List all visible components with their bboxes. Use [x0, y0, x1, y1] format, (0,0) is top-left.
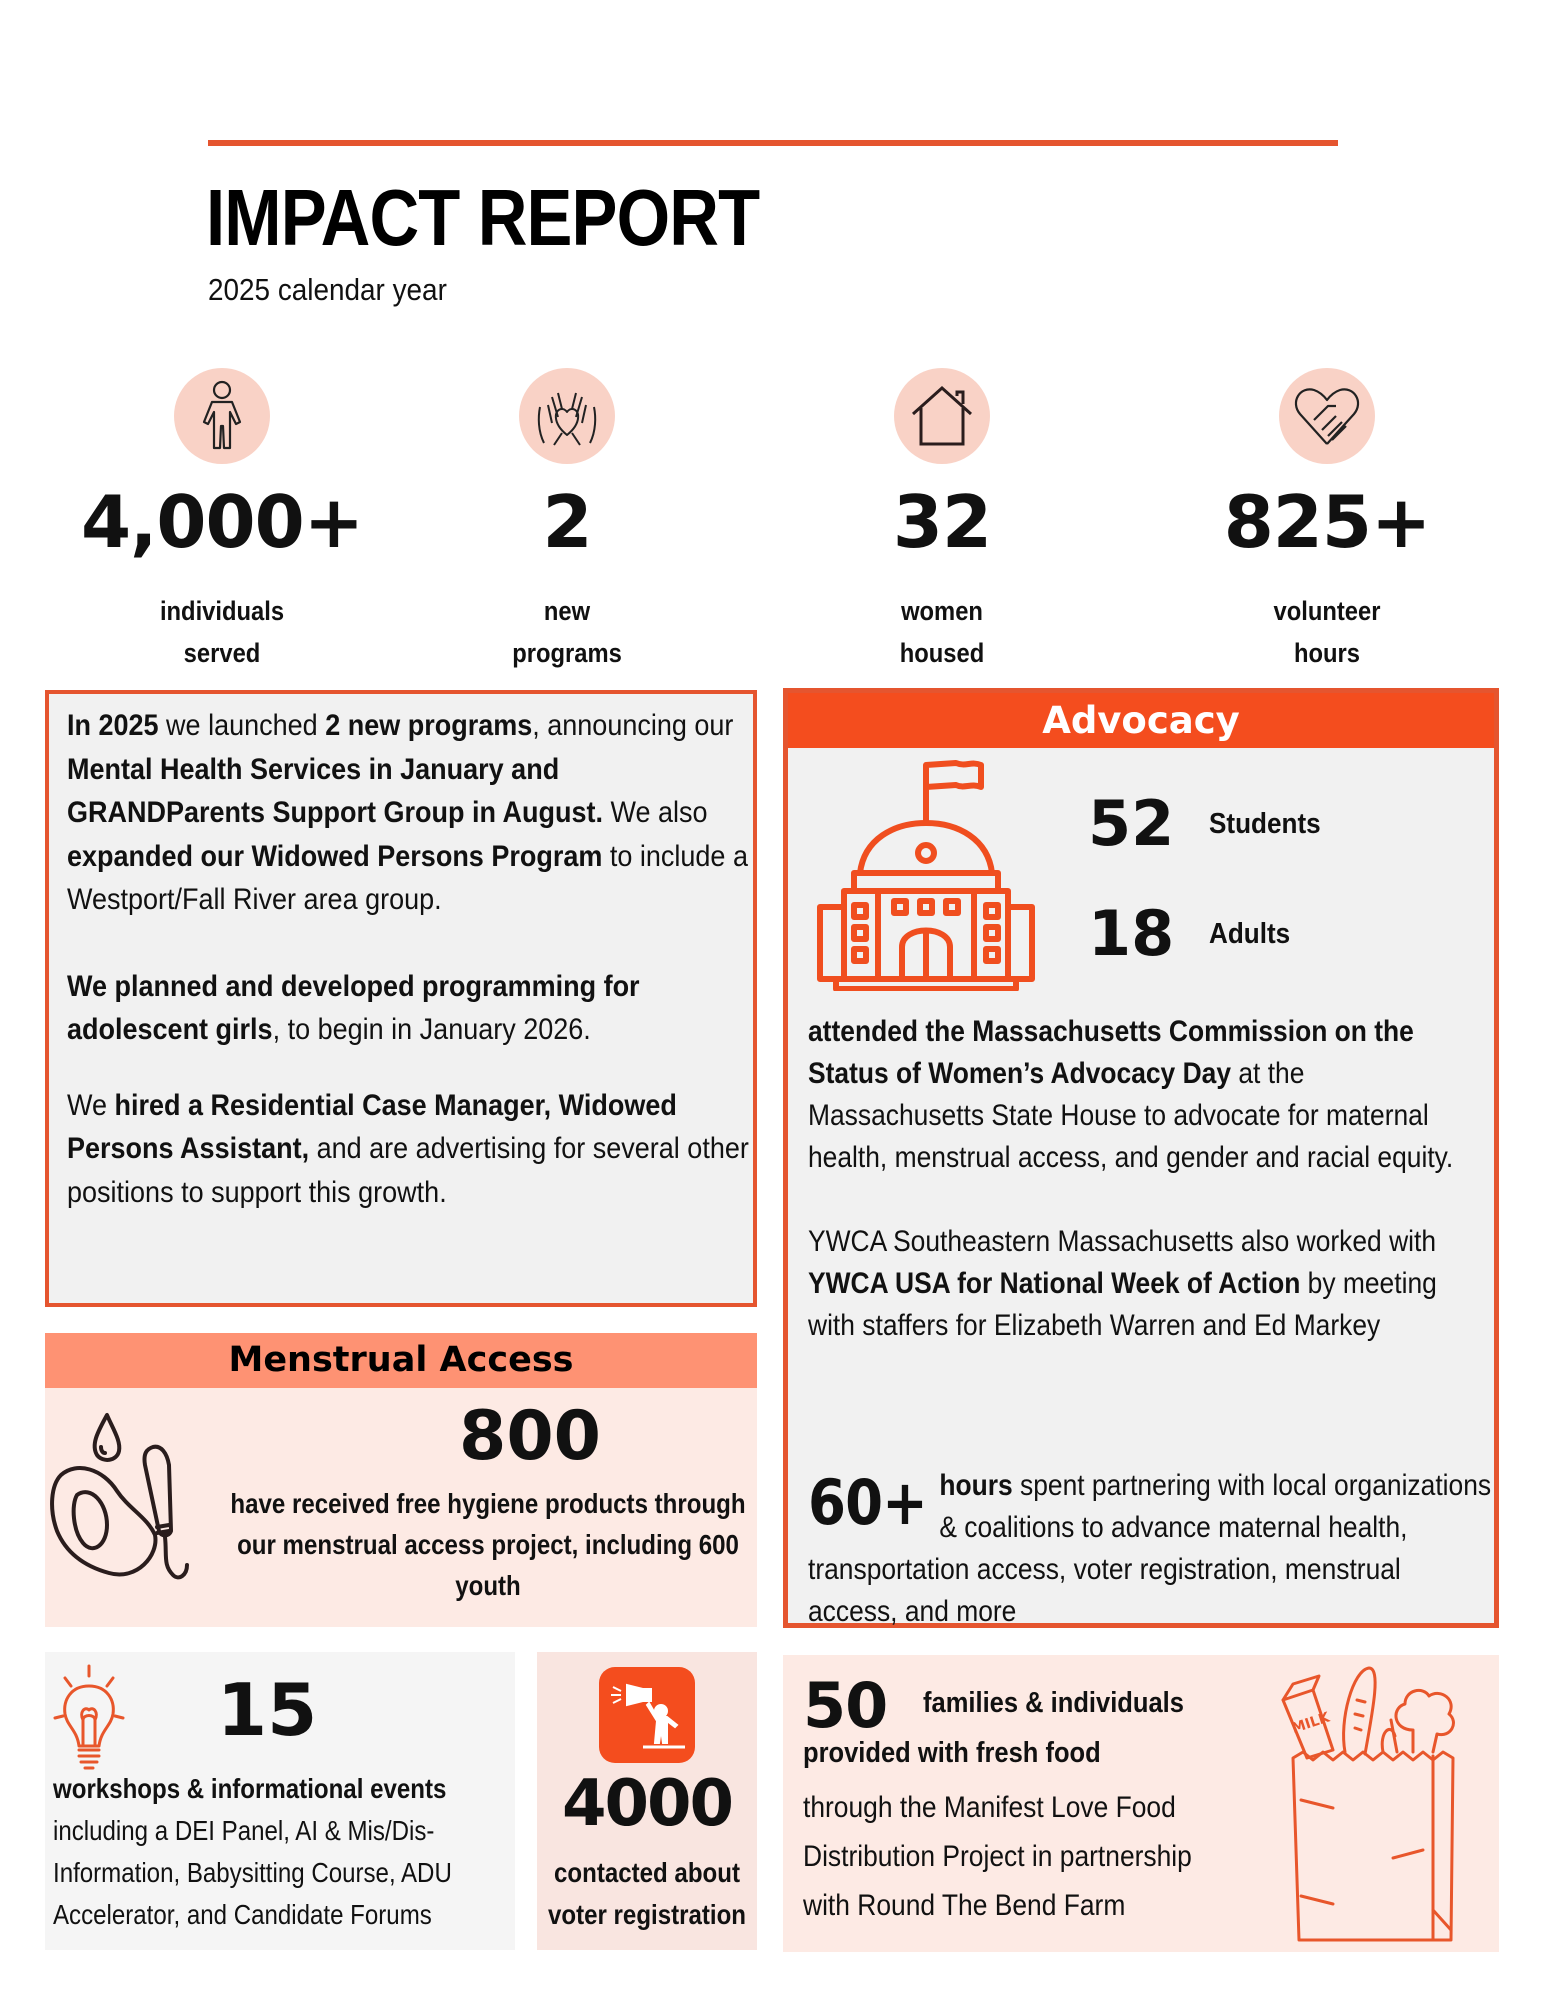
- programs-paragraph-3: [67, 1084, 751, 1215]
- students-label: Students: [1209, 807, 1321, 840]
- advocacy-text: [808, 1011, 1477, 1389]
- hours-value: 60+: [808, 1466, 928, 1539]
- adults-count: 18: [1088, 897, 1175, 970]
- workshops-bold: workshops & informational events: [53, 1773, 447, 1804]
- workshops-description: [53, 1768, 517, 1936]
- stat-label: housed: [899, 638, 985, 668]
- stat-value: 4,000+: [80, 480, 364, 564]
- menstrual-description: have received free hygiene products through our menstrual access project, including 600 youth: [230, 1488, 746, 1601]
- menstrual-count: 800: [459, 1397, 601, 1476]
- advocacy-paragraph-1: [808, 1011, 1477, 1179]
- stat-value: 2: [542, 480, 592, 564]
- text-run: at the Massachusetts State House to advocate for maternal health, menstrual access, and gender and racial equity.: [808, 1057, 1454, 1174]
- bold-run: YWCA USA for National Week of Action: [808, 1267, 1301, 1300]
- hours-description: spent partnering with local organizations & coalitions to advance maternal health, transportation access, voter registration, menstrual access, and more: [808, 1469, 1492, 1628]
- stat-volunteer-hours: [1157, 368, 1497, 674]
- voter-description: contacted about voter registration: [547, 1857, 747, 1930]
- food-headline-1: families & individuals: [923, 1687, 1184, 1719]
- advocacy-section: [783, 688, 1499, 1628]
- grocery-bag-icon: [1273, 1660, 1473, 1955]
- bold-run: We planned and developed programming for adolescent girls: [67, 969, 640, 1046]
- menstrual-access-section: [45, 1333, 757, 1627]
- text-run: we launched: [158, 709, 326, 742]
- hours-bold: hours: [939, 1469, 1013, 1502]
- text-run: by meeting with staffers for Elizabeth Warren and Ed Markey: [808, 1267, 1437, 1342]
- stat-new-programs: [397, 368, 737, 674]
- text-run: , announcing our: [532, 709, 734, 742]
- stat-women-housed: [772, 368, 1112, 674]
- menstrual-products-icon: [47, 1405, 247, 1610]
- hands-heart-icon: [519, 368, 615, 464]
- top-divider: [208, 140, 1338, 146]
- students-count: 52: [1088, 787, 1175, 860]
- lightbulb-icon: [53, 1664, 125, 1779]
- programs-paragraph-1: [67, 704, 751, 922]
- text-run: to include a Westport/Fall River area group.: [67, 839, 748, 916]
- stat-individuals-served: [52, 368, 392, 674]
- bold-run: attended the Massachusetts Commission on the Status of Women’s Advocacy Day: [808, 1015, 1414, 1090]
- food-headline-2: provided with fresh food: [803, 1737, 1101, 1769]
- page-title: IMPACT REPORT: [206, 173, 760, 262]
- stat-label: programs: [512, 638, 622, 668]
- voter-registration-section: [537, 1652, 757, 1950]
- text-run: We: [67, 1088, 115, 1122]
- food-description: through the Manifest Love Food Distribution Project in partnership with Round The Bend Farm: [803, 1791, 1192, 1922]
- svg-text:MILK: MILK: [1289, 1709, 1332, 1737]
- workshops-count: 15: [217, 1668, 318, 1752]
- advocacy-paragraph-2: [808, 1221, 1477, 1347]
- stat-value: 32: [892, 480, 992, 564]
- house-icon: [894, 368, 990, 464]
- advocacy-students-row: [1088, 787, 1333, 860]
- text-run: YWCA Southeastern Massachusetts also worked with: [808, 1225, 1437, 1258]
- person-icon: [174, 368, 270, 464]
- food-count: 50: [803, 1669, 888, 1742]
- bold-run: In 2025: [67, 709, 159, 742]
- advocacy-heading: Advocacy: [788, 693, 1494, 748]
- stat-label: hours: [1293, 638, 1360, 668]
- programs-paragraph-2: [67, 965, 751, 1052]
- stat-label: volunteer: [1273, 596, 1381, 626]
- page-subtitle: 2025 calendar year: [208, 272, 447, 307]
- fresh-food-section: [783, 1655, 1499, 1952]
- text-run: and are advertising for several other positions to support this growth.: [67, 1132, 749, 1209]
- partnership-hours: [808, 1465, 1494, 1633]
- menstrual-access-heading: Menstrual Access: [45, 1333, 757, 1388]
- bold-run: hired a Residential Case Manager, Widowed Persons Assistant,: [67, 1088, 677, 1165]
- workshops-text: including a DEI Panel, AI & Mis/Dis-Information, Babysitting Course, ADU Accelerator, and Candidate Forums: [53, 1815, 452, 1930]
- bold-run: expanded our Widowed Persons Program: [67, 839, 603, 873]
- stat-label: served: [183, 638, 261, 668]
- stat-label: new: [543, 596, 591, 626]
- handshake-heart-icon: [1279, 368, 1375, 464]
- stat-value: 825+: [1223, 480, 1431, 564]
- adults-label: Adults: [1209, 917, 1291, 950]
- text-run: , to begin in January 2026.: [272, 1013, 591, 1046]
- stat-label: individuals: [159, 596, 285, 626]
- stat-label: women: [901, 596, 983, 626]
- megaphone-person-icon: [599, 1667, 695, 1763]
- bold-run: Mental Health Services in January and GRANDParents Support Group in August.: [67, 752, 603, 829]
- bold-run: 2 new programs: [325, 709, 533, 742]
- voter-count: 4000: [561, 1767, 733, 1841]
- programs-summary-box: [45, 690, 757, 1307]
- advocacy-adults-row: [1088, 897, 1299, 970]
- workshops-section: [45, 1652, 515, 1950]
- capitol-building-icon: [816, 755, 1036, 996]
- text-run: We also: [602, 796, 708, 829]
